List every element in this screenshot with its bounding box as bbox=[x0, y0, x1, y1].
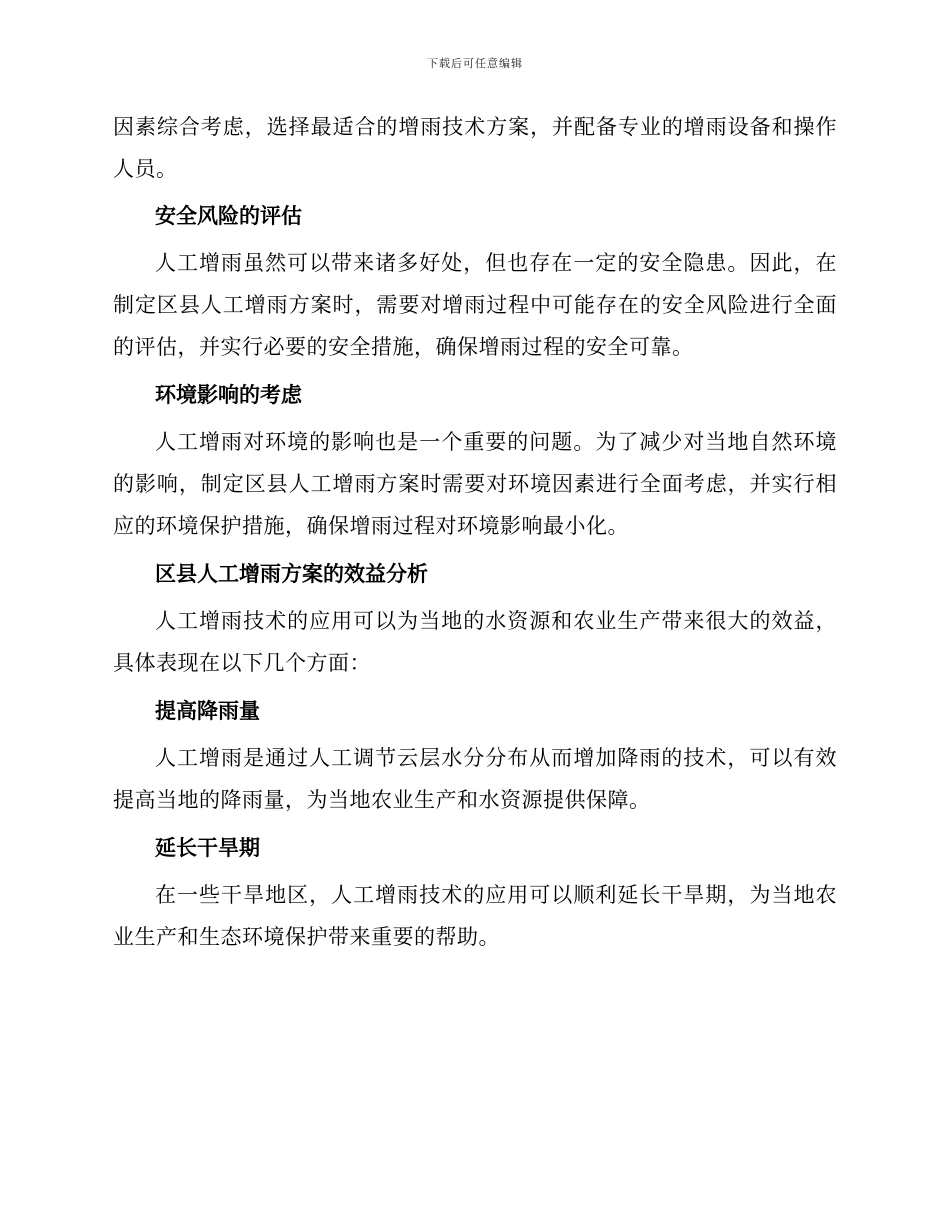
section-heading: 延长干旱期 bbox=[155, 836, 260, 860]
section-paragraph: 人工增雨是通过人工调节云层水分分布从而增加降雨的技术，可以有效提高当地的降雨量，为当地农业生产和水资源提供保障。 bbox=[113, 746, 837, 812]
section-paragraph: 在一些干旱地区，人工增雨技术的应用可以顺利延长干旱期，为当地农业生产和生态环境保护带来重要的帮助。 bbox=[113, 883, 837, 949]
section-paragraph: 人工增雨虽然可以带来诸多好处，但也存在一定的安全隐患。因此，在制定区县人工增雨方案时，需要对增雨过程中可能存在的安全风险进行全面的评估，并实行必要的安全措施，确保增雨过程的安全可靠。 bbox=[113, 251, 837, 359]
section-heading: 区县人工增雨方案的效益分析 bbox=[155, 562, 428, 586]
section-heading: 环境影响的考虑 bbox=[155, 383, 302, 407]
section-heading: 安全风险的评估 bbox=[155, 204, 302, 228]
section-paragraph: 人工增雨对环境的影响也是一个重要的问题。为了减少对当地自然环境的影响，制定区县人工增雨方案时需要对环境因素进行全面考虑，并实行相应的环境保护措施，确保增雨过程对环境影响最小化。 bbox=[113, 430, 837, 538]
section-benefit-analysis bbox=[113, 553, 837, 684]
section-increase-rainfall bbox=[113, 690, 837, 821]
section-environment-impact bbox=[113, 374, 837, 547]
document-body bbox=[113, 106, 837, 964]
intro-continuation-paragraph: 因素综合考虑，选择最适合的增雨技术方案，并配备专业的增雨设备和操作人员。 bbox=[113, 115, 837, 181]
section-extend-drought-period bbox=[113, 827, 837, 958]
section-paragraph: 人工增雨技术的应用可以为当地的水资源和农业生产带来很大的效益，具体表现在以下几个方面： bbox=[113, 609, 837, 675]
page-header-note: 下载后可任意编辑 bbox=[427, 57, 523, 70]
section-heading: 提高降雨量 bbox=[155, 699, 260, 723]
section-safety-risk bbox=[113, 195, 837, 368]
